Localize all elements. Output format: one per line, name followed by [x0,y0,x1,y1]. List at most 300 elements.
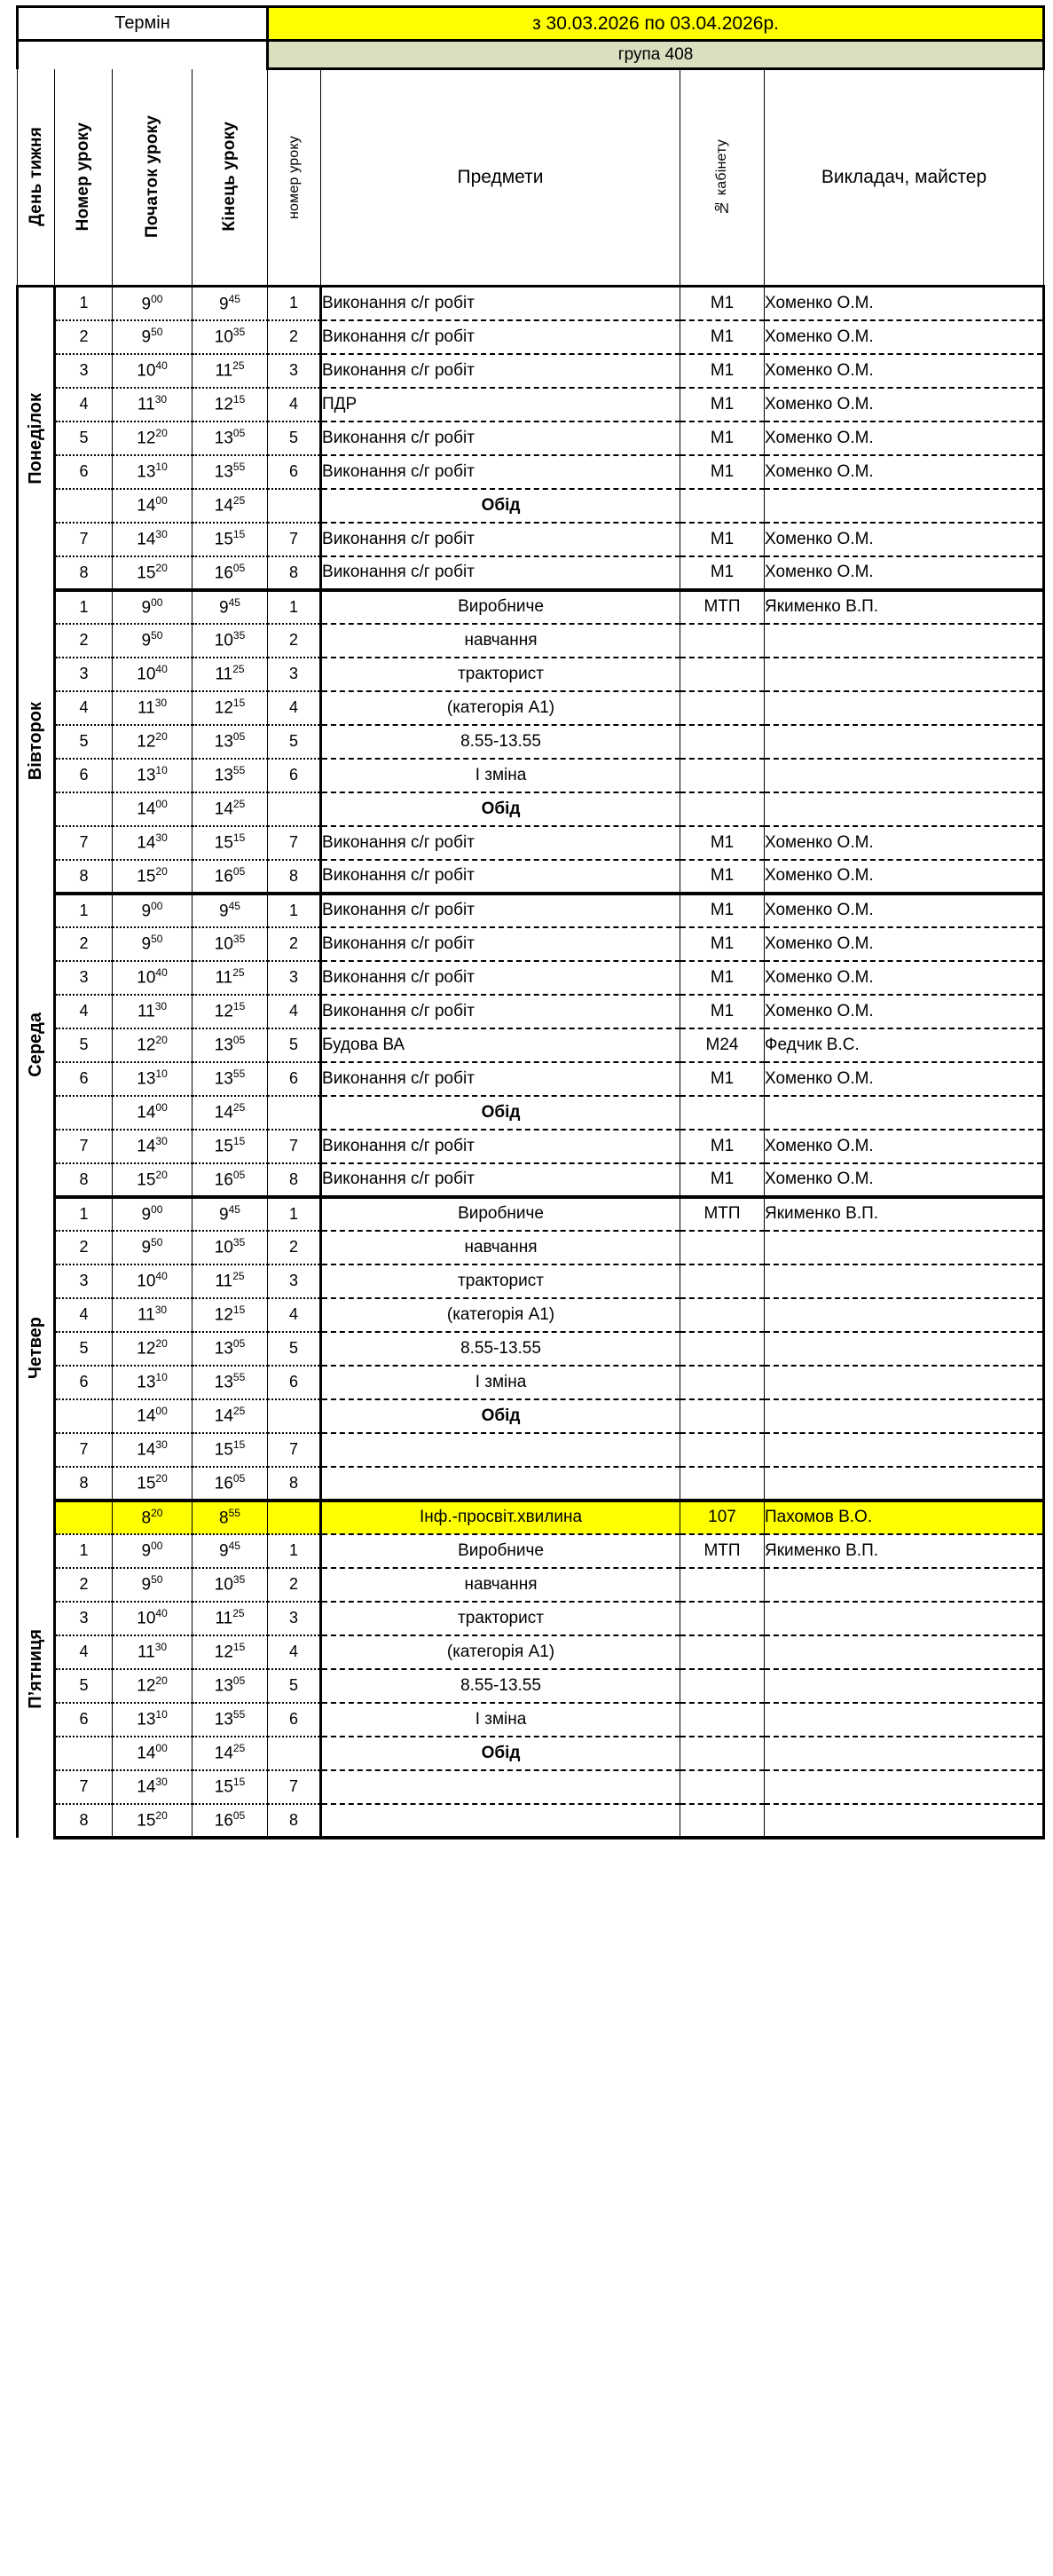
lesson-start-cell: $9^{50}$ [113,320,193,354]
subject-cell [321,1804,680,1838]
lesson-number-cell: 5 [55,1028,113,1062]
column-header-end-label: Кінець уроку [220,122,239,232]
schedule-row [18,320,1044,354]
lesson-number-cell: 4 [55,1635,113,1669]
lesson-number-right-cell: 8 [268,1804,321,1838]
teacher-cell [765,1433,1044,1467]
group-spacer [18,41,268,69]
lesson-number-cell: 7 [55,1770,113,1804]
room-cell [680,1737,765,1770]
room-cell: М1 [680,927,765,961]
schedule-row [18,1130,1044,1163]
subject-cell: (категорія А1) [321,1635,680,1669]
lesson-number-cell: 6 [55,1062,113,1096]
lesson-start-cell: $11^{30}$ [113,1298,193,1332]
teacher-cell [765,1635,1044,1669]
room-cell: М1 [680,961,765,995]
schedule-row [18,1433,1044,1467]
lesson-number-right-cell: 4 [268,388,321,421]
lesson-start-cell: $9^{50}$ [113,624,193,658]
room-cell: М1 [680,1163,765,1197]
lesson-number-right-cell: 8 [268,1163,321,1197]
lesson-number-right-cell: 6 [268,1703,321,1737]
term-header-row [18,7,1044,41]
column-header-room [680,69,765,287]
schedule-row [18,1028,1044,1062]
lesson-start-cell: $15^{20}$ [113,1467,193,1501]
lesson-number-right-cell: 8 [268,1467,321,1501]
subject-cell: ПДР [321,388,680,421]
room-cell: М1 [680,995,765,1028]
lesson-number-cell: 3 [55,658,113,691]
teacher-cell [765,1399,1044,1433]
schedule-row [18,860,1044,894]
day-name-cell [18,1197,55,1501]
column-header-start-label: Початок уроку [142,115,161,239]
schedule-row [18,725,1044,759]
column-header-end [193,69,268,287]
subject-cell: Виробниче [321,590,680,624]
room-cell [680,489,765,523]
lesson-end-cell: $13^{05}$ [193,1028,268,1062]
column-header-lesson-no [55,69,113,287]
lesson-number-cell: 6 [55,1366,113,1399]
schedule-row [18,691,1044,725]
lesson-start-cell: $15^{20}$ [113,1804,193,1838]
lesson-number-cell: 4 [55,388,113,421]
teacher-cell [765,489,1044,523]
subject-cell: 8.55-13.55 [321,1669,680,1703]
room-cell: М1 [680,556,765,590]
subject-cell: Виконання с/г робіт [321,354,680,388]
lesson-number-right-cell [268,1501,321,1534]
room-cell: М1 [680,287,765,320]
lesson-number-right-cell: 2 [268,1568,321,1602]
lesson-number-right-cell: 6 [268,759,321,792]
lesson-end-cell: $10^{35}$ [193,320,268,354]
lesson-number-cell: 8 [55,1467,113,1501]
room-cell: М1 [680,455,765,489]
room-cell [680,1264,765,1298]
lesson-number-right-cell: 2 [268,320,321,354]
lesson-start-cell: $10^{40}$ [113,658,193,691]
subject-cell: Виконання с/г робіт [321,826,680,860]
lesson-number-right-cell: 3 [268,1602,321,1635]
room-cell [680,624,765,658]
lesson-end-cell: $15^{15}$ [193,1433,268,1467]
lesson-start-cell: $9^{00}$ [113,894,193,927]
room-cell [680,1804,765,1838]
teacher-cell: Хоменко О.М. [765,995,1044,1028]
subject-cell: I зміна [321,759,680,792]
room-cell [680,658,765,691]
schedule-row [18,1467,1044,1501]
room-cell [680,1298,765,1332]
column-header-row [18,69,1044,287]
lesson-end-cell: $10^{35}$ [193,1568,268,1602]
teacher-cell [765,658,1044,691]
teacher-cell: Хоменко О.М. [765,354,1044,388]
teacher-cell: Хоменко О.М. [765,455,1044,489]
teacher-cell [765,1264,1044,1298]
subject-cell: Виконання с/г робіт [321,1130,680,1163]
schedule-row [18,1534,1044,1568]
room-cell [680,759,765,792]
room-cell [680,792,765,826]
lesson-number-cell: 1 [55,287,113,320]
lesson-number-cell: 3 [55,961,113,995]
lesson-end-cell: $16^{05}$ [193,556,268,590]
schedule-row [18,1231,1044,1264]
lesson-start-cell: $10^{40}$ [113,1602,193,1635]
lesson-number-cell: 4 [55,691,113,725]
room-cell: М1 [680,388,765,421]
column-header-day [18,69,55,287]
room-cell: М1 [680,1130,765,1163]
column-header-room-label: № кабінету [714,139,730,216]
subject-cell: Виконання с/г робіт [321,421,680,455]
lesson-number-cell: 6 [55,455,113,489]
lesson-end-cell: $13^{55}$ [193,1366,268,1399]
weekly-schedule-table [16,5,1045,1839]
lesson-end-cell: $13^{05}$ [193,725,268,759]
schedule-row [18,1298,1044,1332]
room-cell: 107 [680,1501,765,1534]
lesson-number-right-cell: 6 [268,1062,321,1096]
room-cell [680,691,765,725]
subject-cell: (категорія А1) [321,1298,680,1332]
schedule-row [18,759,1044,792]
room-cell [680,1602,765,1635]
lesson-end-cell: $15^{15}$ [193,523,268,556]
lesson-number-cell: 7 [55,1433,113,1467]
schedule-row [18,658,1044,691]
subject-cell: 8.55-13.55 [321,725,680,759]
lesson-end-cell: $8^{55}$ [193,1501,268,1534]
lesson-number-cell [55,792,113,826]
lesson-number-right-cell: 3 [268,961,321,995]
subject-cell: (категорія А1) [321,691,680,725]
schedule-row [18,1399,1044,1433]
teacher-cell: Федчик В.С. [765,1028,1044,1062]
lesson-start-cell: $14^{00}$ [113,792,193,826]
subject-cell: 8.55-13.55 [321,1332,680,1366]
lesson-start-cell: $12^{20}$ [113,1669,193,1703]
teacher-cell: Пахомов В.О. [765,1501,1044,1534]
subject-cell [321,1467,680,1501]
room-cell: М1 [680,523,765,556]
lesson-number-right-cell: 5 [268,725,321,759]
lesson-number-right-cell [268,1096,321,1130]
room-cell [680,1231,765,1264]
lesson-end-cell: $16^{05}$ [193,1467,268,1501]
schedule-row [18,1703,1044,1737]
lesson-number-cell: 3 [55,1602,113,1635]
subject-cell: Обід [321,1737,680,1770]
room-cell [680,1770,765,1804]
day-name-label: П’ятниця [26,1628,45,1709]
lesson-number-cell: 8 [55,1163,113,1197]
lesson-number-right-cell: 1 [268,590,321,624]
day-name-cell [18,590,55,894]
schedule-row [18,894,1044,927]
teacher-cell [765,1298,1044,1332]
lesson-number-right-cell: 8 [268,556,321,590]
lesson-start-cell: $13^{10}$ [113,455,193,489]
lesson-end-cell: $14^{25}$ [193,792,268,826]
lesson-start-cell: $10^{40}$ [113,961,193,995]
lesson-number-cell: 8 [55,556,113,590]
lesson-number-right-cell [268,1399,321,1433]
lesson-number-right-cell: 2 [268,927,321,961]
day-name-label: Понеділок [26,392,45,484]
term-label: Термін [18,7,268,41]
day-name-label: Четвер [26,1317,45,1380]
subject-cell: Виконання с/г робіт [321,556,680,590]
lesson-number-cell: 5 [55,1332,113,1366]
lesson-number-cell: 2 [55,624,113,658]
lesson-start-cell: $12^{20}$ [113,1028,193,1062]
lesson-number-right-cell: 3 [268,354,321,388]
room-cell: МТП [680,1534,765,1568]
lesson-number-right-cell: 4 [268,995,321,1028]
subject-cell: навчання [321,1568,680,1602]
lesson-end-cell: $15^{15}$ [193,826,268,860]
room-cell [680,1399,765,1433]
lesson-start-cell: $9^{00}$ [113,287,193,320]
schedule-row [18,489,1044,523]
teacher-cell [765,1703,1044,1737]
lesson-number-cell [55,1096,113,1130]
schedule-row [18,1264,1044,1298]
room-cell [680,1669,765,1703]
lesson-number-cell: 4 [55,995,113,1028]
lesson-end-cell: $15^{15}$ [193,1130,268,1163]
room-cell [680,1332,765,1366]
day-name-cell [18,1501,55,1838]
lesson-end-cell: $13^{55}$ [193,455,268,489]
lesson-number-right-cell: 4 [268,1635,321,1669]
column-header-subjects: Предмети [321,69,680,287]
room-cell: М1 [680,826,765,860]
lesson-number-right-cell: 1 [268,894,321,927]
lesson-end-cell: $13^{05}$ [193,1669,268,1703]
lesson-number-cell: 8 [55,860,113,894]
lesson-number-right-cell: 1 [268,287,321,320]
subject-cell: навчання [321,624,680,658]
lesson-start-cell: $13^{10}$ [113,1703,193,1737]
subject-cell [321,1770,680,1804]
teacher-cell [765,1366,1044,1399]
lesson-number-cell [55,489,113,523]
lesson-end-cell: $13^{55}$ [193,1703,268,1737]
schedule-row [18,556,1044,590]
lesson-number-cell: 5 [55,1669,113,1703]
lesson-end-cell: $9^{45}$ [193,1197,268,1231]
teacher-cell: Хоменко О.М. [765,523,1044,556]
lesson-start-cell: $10^{40}$ [113,1264,193,1298]
subject-cell: I зміна [321,1703,680,1737]
lesson-start-cell: $14^{30}$ [113,1433,193,1467]
lesson-number-cell: 6 [55,759,113,792]
lesson-start-cell: $9^{00}$ [113,1197,193,1231]
lesson-end-cell: $13^{55}$ [193,1062,268,1096]
lesson-number-right-cell: 7 [268,1433,321,1467]
schedule-row [18,1568,1044,1602]
subject-cell: Виконання с/г робіт [321,961,680,995]
lesson-number-cell: 2 [55,927,113,961]
subject-cell: Обід [321,792,680,826]
schedule-row [18,1366,1044,1399]
lesson-number-cell: 1 [55,590,113,624]
room-cell: МТП [680,590,765,624]
lesson-number-cell: 1 [55,1197,113,1231]
teacher-cell [765,691,1044,725]
term-date-range: з 30.03.2026 по 03.04.2026р. [268,7,1044,41]
teacher-cell: Хоменко О.М. [765,556,1044,590]
subject-cell: Виконання с/г робіт [321,287,680,320]
lesson-start-cell: $14^{30}$ [113,826,193,860]
lesson-number-cell: 7 [55,523,113,556]
room-cell: М1 [680,320,765,354]
schedule-row [18,1197,1044,1231]
room-cell: М1 [680,860,765,894]
room-cell: М24 [680,1028,765,1062]
lesson-number-right-cell: 3 [268,1264,321,1298]
teacher-cell [765,1568,1044,1602]
lesson-number-right-cell: 2 [268,1231,321,1264]
lesson-number-cell: 3 [55,1264,113,1298]
schedule-row [18,927,1044,961]
schedule-row [18,1062,1044,1096]
room-cell [680,1433,765,1467]
lesson-end-cell: $9^{45}$ [193,287,268,320]
teacher-cell: Хоменко О.М. [765,894,1044,927]
day-name-cell [18,287,55,590]
schedule-row [18,590,1044,624]
room-cell: МТП [680,1197,765,1231]
lesson-number-right-cell: 5 [268,1669,321,1703]
lesson-end-cell: $10^{35}$ [193,927,268,961]
subject-cell: Виконання с/г робіт [321,860,680,894]
lesson-start-cell: $14^{00}$ [113,1737,193,1770]
lesson-end-cell: $12^{15}$ [193,995,268,1028]
lesson-number-cell: 3 [55,354,113,388]
lesson-start-cell: $12^{20}$ [113,1332,193,1366]
lesson-number-cell: 1 [55,894,113,927]
lesson-number-right-cell [268,489,321,523]
lesson-number-right-cell: 5 [268,1332,321,1366]
room-cell: М1 [680,354,765,388]
lesson-end-cell: $15^{15}$ [193,1770,268,1804]
lesson-start-cell: $8^{20}$ [113,1501,193,1534]
teacher-cell: Якименко В.П. [765,590,1044,624]
schedule-row [18,354,1044,388]
lesson-number-right-cell: 4 [268,1298,321,1332]
schedule-row [18,455,1044,489]
teacher-cell [765,1332,1044,1366]
schedule-row [18,1635,1044,1669]
subject-cell: Виконання с/г робіт [321,927,680,961]
teacher-cell [765,792,1044,826]
lesson-number-right-cell: 1 [268,1197,321,1231]
teacher-cell: Хоменко О.М. [765,1130,1044,1163]
lesson-start-cell: $11^{30}$ [113,388,193,421]
column-header-lesson-no-label: Номер уроку [74,122,92,232]
teacher-cell [765,624,1044,658]
teacher-cell [765,1737,1044,1770]
room-cell [680,725,765,759]
lesson-end-cell: $12^{15}$ [193,1298,268,1332]
schedule-row [18,792,1044,826]
subject-cell: тракторист [321,658,680,691]
lesson-end-cell: $11^{25}$ [193,1264,268,1298]
lesson-start-cell: $15^{20}$ [113,1163,193,1197]
subject-cell: тракторист [321,1602,680,1635]
lesson-end-cell: $16^{05}$ [193,860,268,894]
schedule-row [18,287,1044,320]
teacher-cell [765,1804,1044,1838]
subject-cell: Виконання с/г робіт [321,455,680,489]
lesson-end-cell: $13^{05}$ [193,1332,268,1366]
lesson-end-cell: $16^{05}$ [193,1163,268,1197]
lesson-number-right-cell: 7 [268,1770,321,1804]
lesson-number-right-cell: 6 [268,1366,321,1399]
lesson-number-cell: 2 [55,320,113,354]
lesson-number-right-cell: 7 [268,523,321,556]
subject-cell: Виконання с/г робіт [321,894,680,927]
subject-cell: Виконання с/г робіт [321,320,680,354]
lesson-start-cell: $14^{30}$ [113,1770,193,1804]
teacher-cell: Хоменко О.М. [765,320,1044,354]
column-header-day-label: День тижня [26,127,45,227]
subject-cell: тракторист [321,1264,680,1298]
lesson-start-cell: $11^{30}$ [113,1635,193,1669]
lesson-start-cell: $13^{10}$ [113,1062,193,1096]
lesson-number-cell: 7 [55,826,113,860]
subject-cell: Виконання с/г робіт [321,523,680,556]
lesson-start-cell: $14^{00}$ [113,1399,193,1433]
subject-cell: навчання [321,1231,680,1264]
schedule-row [18,421,1044,455]
schedule-row [18,961,1044,995]
lesson-number-cell: 7 [55,1130,113,1163]
lesson-number-right-cell: 4 [268,691,321,725]
teacher-cell: Хоменко О.М. [765,1062,1044,1096]
schedule-row [18,1501,1044,1534]
lesson-number-cell [55,1737,113,1770]
room-cell [680,1568,765,1602]
teacher-cell [765,1467,1044,1501]
column-header-teacher: Викладач, майстер [765,69,1044,287]
lesson-start-cell: $9^{50}$ [113,927,193,961]
teacher-cell [765,759,1044,792]
room-cell: М1 [680,421,765,455]
day-name-label: Вівторок [26,702,45,781]
subject-cell: Інф.-просвіт.хвилина [321,1501,680,1534]
room-cell: М1 [680,1062,765,1096]
lesson-start-cell: $11^{30}$ [113,995,193,1028]
lesson-start-cell: $9^{00}$ [113,590,193,624]
teacher-cell: Якименко В.П. [765,1197,1044,1231]
lesson-start-cell: $11^{30}$ [113,691,193,725]
lesson-end-cell: $14^{25}$ [193,489,268,523]
teacher-cell: Хоменко О.М. [765,826,1044,860]
lesson-end-cell: $9^{45}$ [193,894,268,927]
lesson-number-cell: 4 [55,1298,113,1332]
lesson-start-cell: $9^{50}$ [113,1568,193,1602]
subject-cell: Обід [321,1096,680,1130]
